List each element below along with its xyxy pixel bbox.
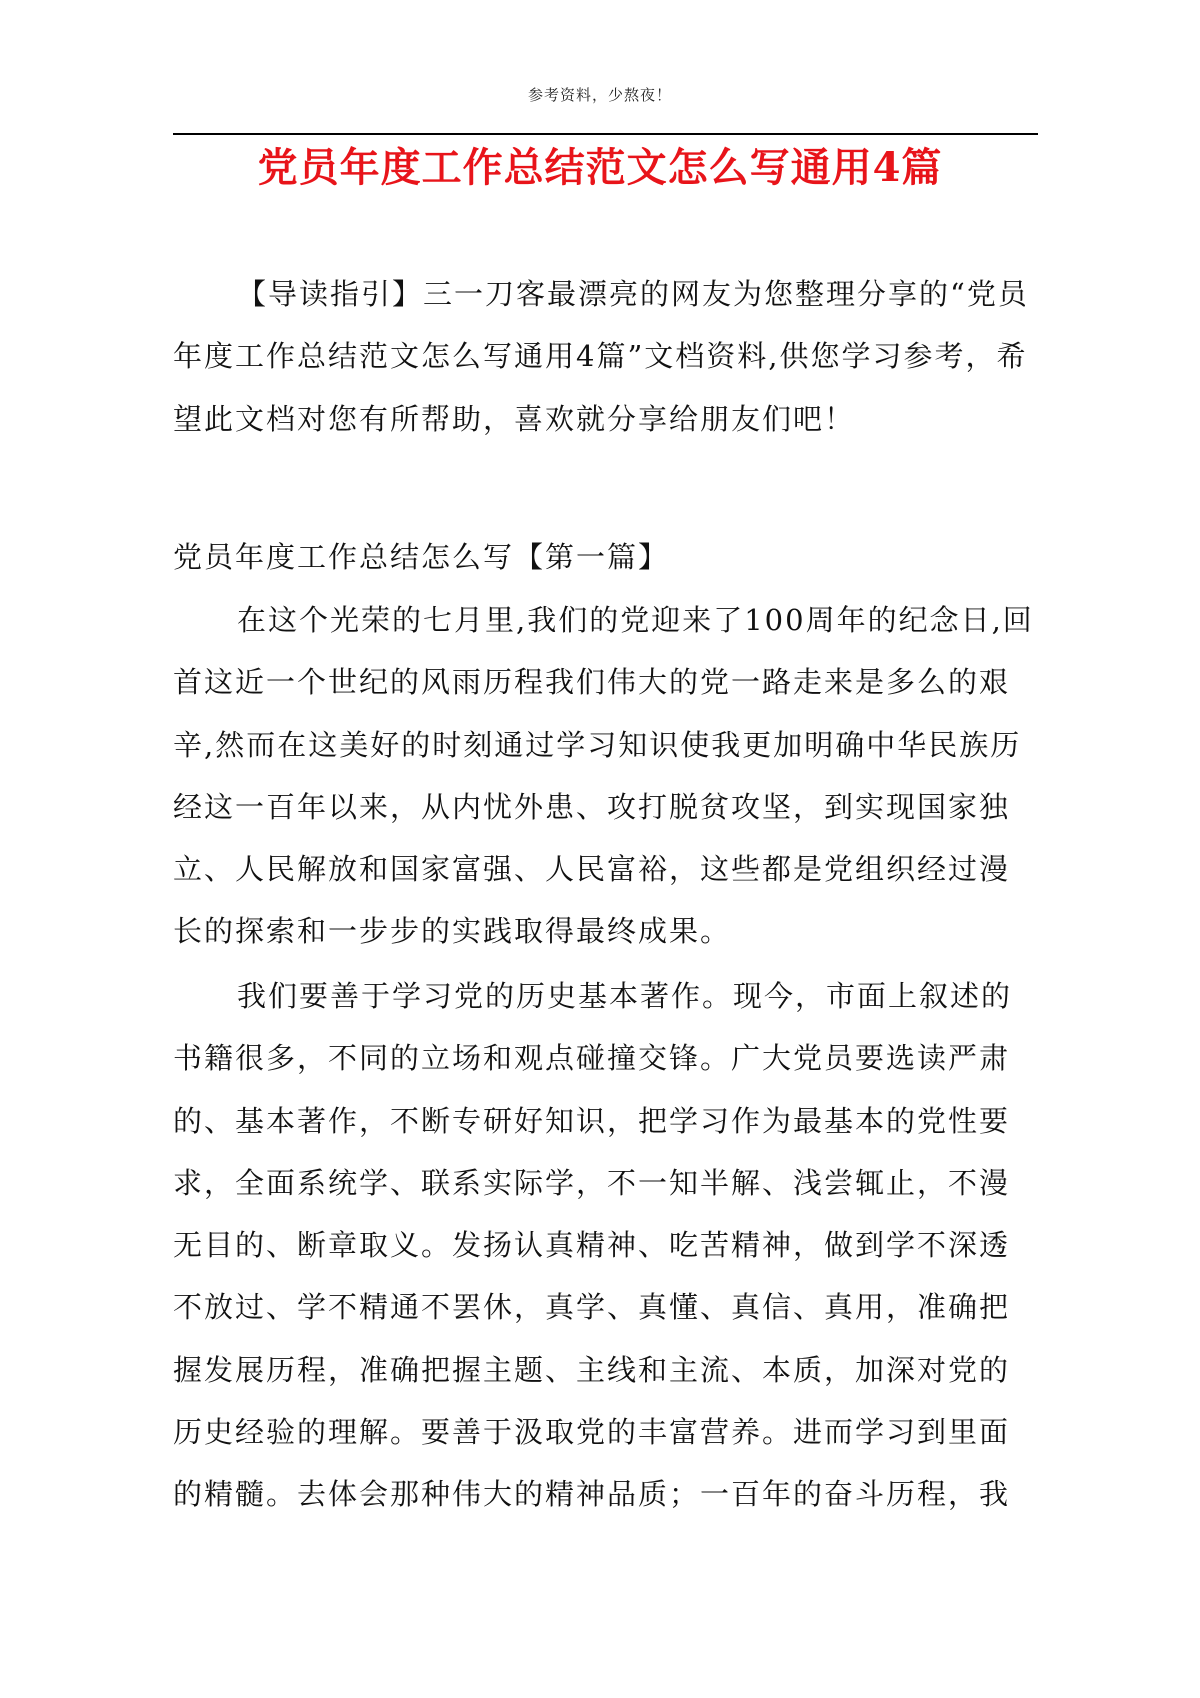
intro-paragraph: 【导读指引】三一刀客最漂亮的网友为您整理分享的“党员年度工作总结范文怎么写通用4篇”文档资料,供您学习参考，希望此文档对您有所帮助，喜欢就分享给朋友们吧！ <box>173 277 1029 436</box>
page-header-note: 参考资料，少熬夜！ <box>527 86 672 104</box>
body-paragraph-2: 我们要善于学习党的历史基本著作。现今，市面上叙述的书籍很多，不同的立场和观点碰撞交锋。广大党员要选读严肃的、基本著作，不断专研好知识，把学习作为最基本的党性要求，全面系统学、联系实际学，不一知半解、浅尝辄止，不漫无目的、断章取义。发扬认真精神、吃苦精神，做到学不深透不放过、学不精通不罢休，真学、真懂、真信、真用，准确把握发展历程，准确把握主题、主线和主流、本质，加深对党的历史经验的理解。要善于汲取党的丰富营养。进而学习到里面的精髓。去体会那种伟大的精神品质；一百年的奋斗历程，我 <box>173 979 1013 1512</box>
document-title: 党员年度工作总结范文怎么写通用4篇 <box>257 144 943 191</box>
section-heading: 党员年度工作总结怎么写【第一篇】 <box>173 540 670 574</box>
body-paragraph-1: 在这个光荣的七月里,我们的党迎来了100周年的纪念日,回首这近一个世纪的风雨历程我们伟大的党一路走来是多么的艰辛,然而在这美好的时刻通过学习知识使我更加明确中华民族历经这一百年以来，从内忧外患、攻打脱贫攻坚，到实现国家独立、人民解放和国家富强、人民富裕，这些都是党组织经过漫长的探索和一步步的实践取得最终成果。 <box>173 603 1034 949</box>
header-divider <box>173 133 1038 135</box>
